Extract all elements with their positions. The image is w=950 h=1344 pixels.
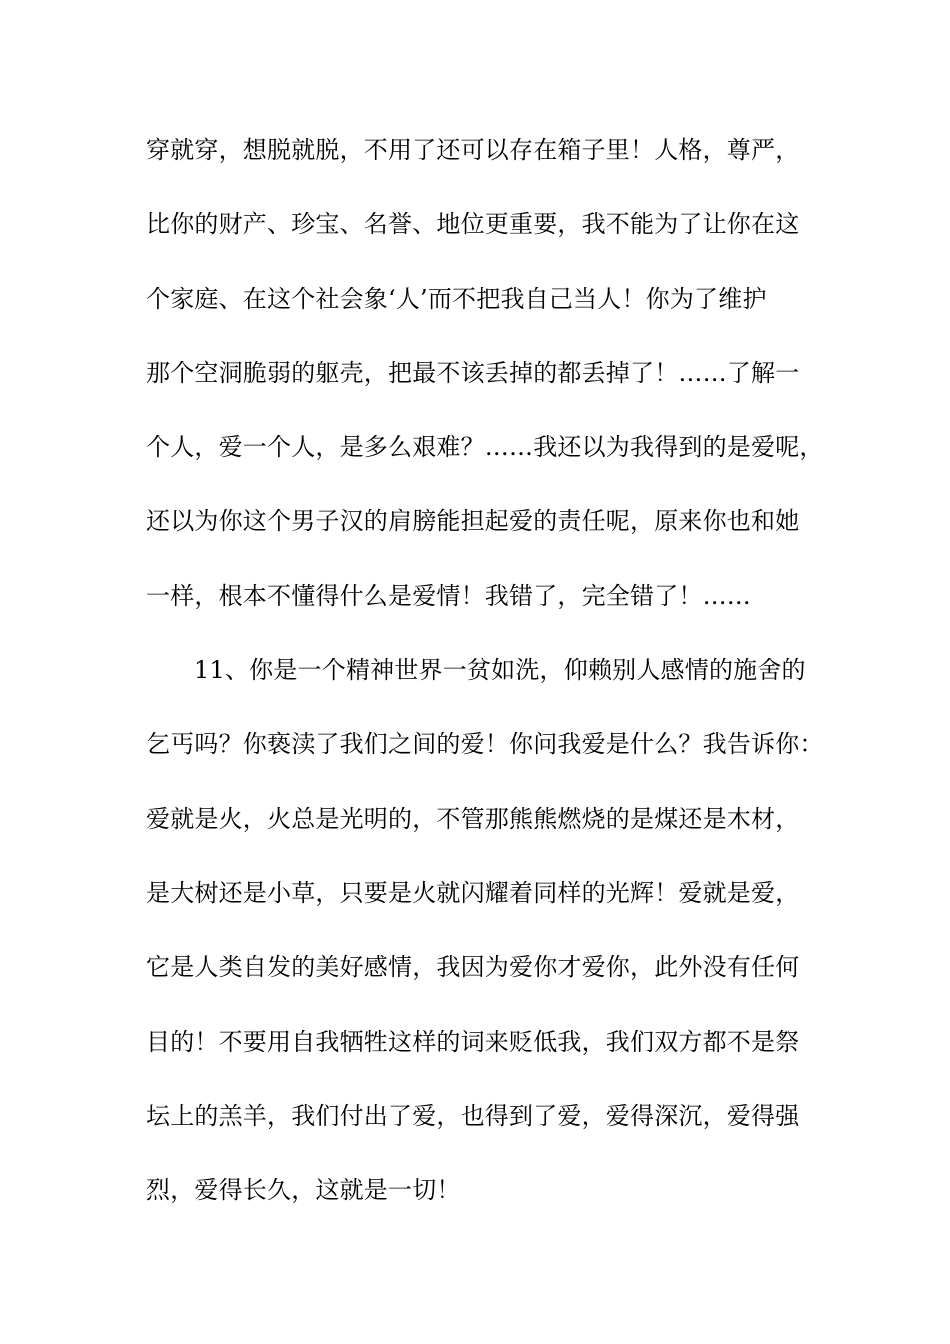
text-line: 坛上的羔羊，我们付出了爱，也得到了爱，爱得深沉，爱得强 bbox=[146, 1101, 800, 1130]
text-line: 烈，爱得长久，这就是一切！ bbox=[146, 1176, 461, 1205]
text-line: 还以为你这个男子汉的肩膀能担起爱的责任呢，原来你也和她 bbox=[146, 507, 800, 536]
text-line: 比你的财产、珍宝、名誉、地位更重要，我不能为了让你在这 bbox=[146, 210, 800, 239]
paragraph-11-first-line: 11、你是一个精神世界一贫如洗，仰赖别人感情的施舍的 bbox=[194, 656, 806, 685]
text-line: 那个空洞脆弱的躯壳，把最不该丢掉的都丢掉了！……了解一 bbox=[146, 358, 800, 387]
text-line: 它是人类自发的美好感情，我因为爱你才爱你，此外没有任何 bbox=[146, 953, 800, 982]
text-line: 一样，根本不懂得什么是爱情！我错了，完全错了！…… bbox=[146, 581, 751, 610]
text-line: 个家庭、在这个社会象‘人’而不把我自己当人！你为了维护 bbox=[146, 284, 767, 313]
text-line: 乞丐吗？你亵渎了我们之间的爱！你问我爱是什么？我告诉你： bbox=[146, 730, 824, 759]
text-line: 爱就是火，火总是光明的，不管那熊熊燃烧的是煤还是木材， bbox=[146, 804, 800, 833]
body-text bbox=[146, 127, 826, 1241]
text-line: 个人，爱一个人，是多么艰难？……我还以为我得到的是爱呢， bbox=[146, 433, 824, 462]
text-line: 穿就穿，想脱就脱，不用了还可以存在箱子里！人格，尊严， bbox=[146, 136, 800, 164]
text-line: 是大树还是小草，只要是火就闪耀着同样的光辉！爱就是爱， bbox=[146, 878, 800, 907]
text-line: 目的！不要用自我牺牲这样的词来贬低我，我们双方都不是祭 bbox=[146, 1027, 800, 1056]
